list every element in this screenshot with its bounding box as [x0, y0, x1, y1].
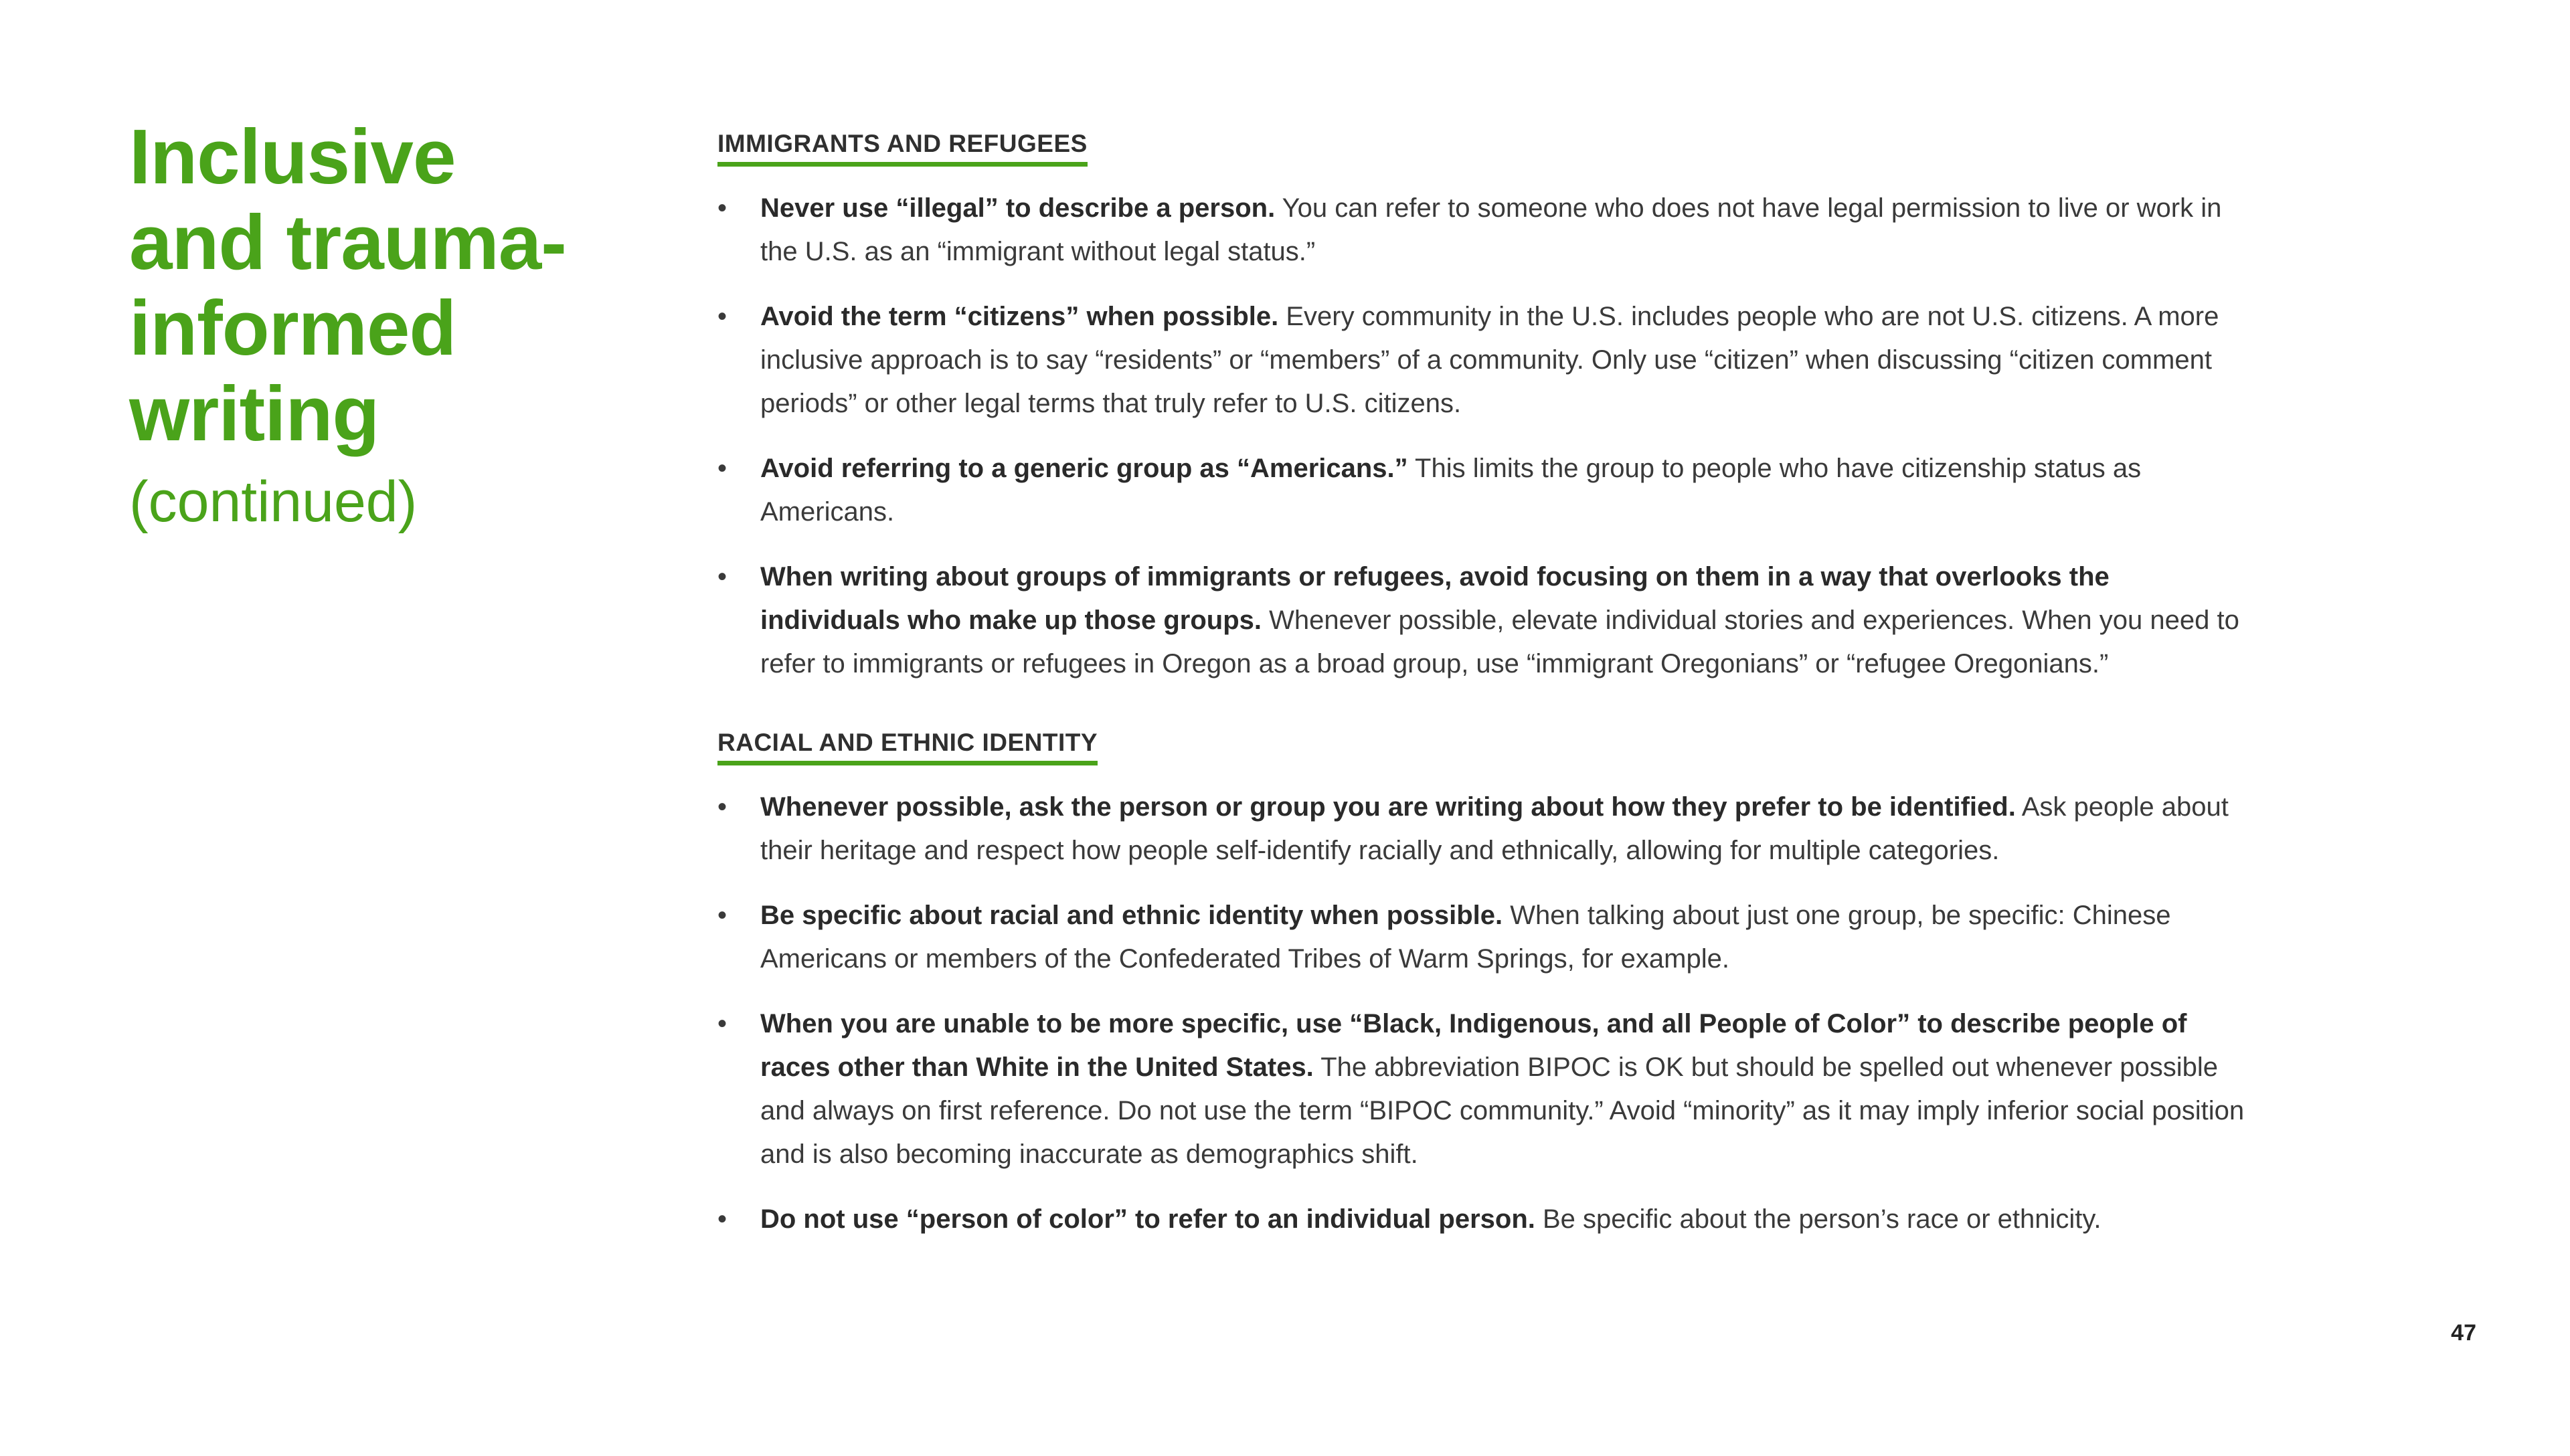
section-racial-ethnic-identity — [717, 726, 2250, 1241]
bullet-icon: • — [717, 454, 727, 483]
list-item — [717, 555, 2250, 686]
page-title-line-2: and trauma- — [129, 199, 566, 286]
page-number: 47 — [2451, 1320, 2476, 1346]
list-item-bold: When you are unable to be more specific, use “Black, Indigenous, and all People of Color” to describe people of races other than White in the United States. — [760, 1009, 2187, 1082]
bullet-list — [717, 187, 2250, 686]
list-item — [717, 187, 2250, 274]
page-title-line-4: writing — [129, 370, 379, 457]
list-item-text: When talking about just one group, be specific: Chinese Americans or members of the Confederated Tribes of Warm Springs, for example. — [760, 901, 2171, 974]
bullet-icon: • — [717, 1204, 727, 1234]
bullet-icon: • — [717, 792, 727, 822]
list-item-bold: Be specific about racial and ethnic identity when possible. — [760, 901, 1503, 930]
list-item — [717, 1198, 2250, 1241]
list-item-text: The abbreviation BIPOC is OK but should be spelled out whenever possible and always on first reference. Do not use the term “BIPOC community.” Avoid “minority” as it may imply inferior social position and is also becoming inaccurate as demographics shift. — [760, 1053, 2245, 1169]
list-item-text: Ask people about their heritage and respect how people self-identify racially and ethnically, allowing for multiple categories. — [760, 792, 2229, 865]
list-item-bold: Do not use “person of color” to refer to an individual person. — [760, 1204, 1535, 1234]
list-item — [717, 295, 2250, 426]
section-heading: IMMIGRANTS AND REFUGEES — [717, 127, 1088, 167]
page-subtitle: (continued) — [129, 470, 418, 534]
page-title-line-3: informed — [129, 284, 456, 371]
page-title-block — [129, 114, 638, 535]
list-item-bold: Avoid the term “citizens” when possible. — [760, 302, 1279, 331]
page-title-line-1: Inclusive — [129, 113, 456, 200]
list-item — [717, 786, 2250, 873]
section-heading: RACIAL AND ETHNIC IDENTITY — [717, 726, 1098, 765]
list-item-text: This limits the group to people who have citizenship status as Americans. — [760, 454, 2142, 527]
bullet-list — [717, 786, 2250, 1241]
list-item-text: Whenever possible, elevate individual stories and experiences. When you need to refer to immigrants or refugees in Oregon as a broad group, use “immigrant Oregonians” or “refugee Oregonians.” — [760, 606, 2239, 678]
bullet-icon: • — [717, 1009, 727, 1038]
bullet-icon: • — [717, 562, 727, 592]
list-item-text: Be specific about the person’s race or ethnicity. — [1543, 1204, 2102, 1234]
list-item-text: You can refer to someone who does not have legal permission to live or work in the U.S. as an “immigrant without legal status.” — [760, 193, 2222, 266]
list-item — [717, 894, 2250, 981]
bullet-icon: • — [717, 193, 727, 223]
section-immigrants-refugees — [717, 127, 2250, 686]
bullet-icon: • — [717, 901, 727, 930]
list-item-bold: When writing about groups of immigrants or refugees, avoid focusing on them in a way that overlooks the individuals who make up those groups. — [760, 562, 2110, 635]
list-item-bold: Whenever possible, ask the person or group you are writing about how they prefer to be identified. — [760, 792, 2016, 822]
list-item — [717, 447, 2250, 534]
list-item-bold: Avoid referring to a generic group as “Americans.” — [760, 454, 1408, 483]
list-item-text: Every community in the U.S. includes people who are not U.S. citizens. A more inclusive approach is to say “residents” or “members” of a community. Only use “citizen” when discussing “citizen comment periods” or other legal terms that truly refer to U.S. citizens. — [760, 302, 2219, 418]
list-item-bold: Never use “illegal” to describe a person. — [760, 193, 1276, 223]
list-item — [717, 1002, 2250, 1176]
main-content — [717, 127, 2250, 1281]
bullet-icon: • — [717, 302, 727, 331]
